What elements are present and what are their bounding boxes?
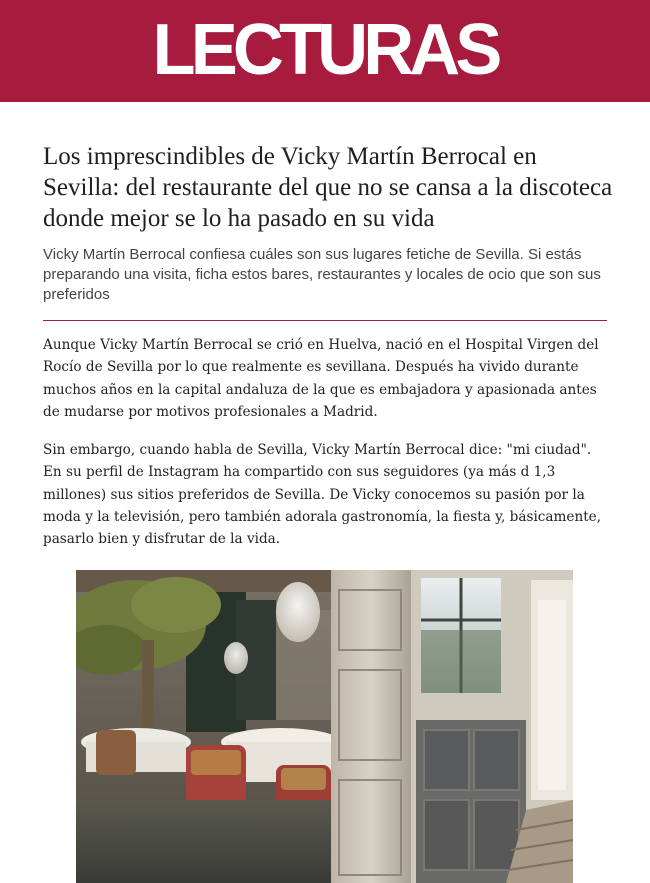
article-paragraph-1: Aunque Vicky Martín Berrocal se crió en Huelva, nació en el Hospital Virgen del Rocío de Sevilla por lo que realmente es sevillana. Después ha vivido durante muchos años en la capital andaluza de la que es embajadora y apasionada antes de mudarse por motivos profesionales a Madrid. — [43, 337, 599, 420]
site-header — [0, 0, 650, 102]
article-subtitle: Vicky Martín Berrocal confiesa cuáles son sus lugares fetiche de Sevilla. Si estás preparando una visita, ficha estos bares, restaurantes y locales de ocio que son sus preferidos — [43, 246, 601, 303]
article-paragraph-2: Sin embargo, cuando habla de Sevilla, Vicky Martín Berrocal dice: "mi ciudad". En su perfil de Instagram ha compartido con sus seguidores (ya más d 1,3 millones) sus sitios preferidos de Sevilla. De Vicky conocemos su pasión por la moda y la televisión, pero también adorala gastronomía, la fiesta y, básicamente, pasarlo bien y disfrutar de la vida. — [43, 442, 602, 548]
article-headline: Los imprescindibles de Vicky Martín Berrocal en Sevilla: del restaurante del que no se cansa a la discoteca donde mejor se lo ha pasado en su vida — [43, 143, 613, 232]
restaurant-interior-photo — [76, 570, 573, 883]
site-logo[interactable]: LECTURAS — [152, 10, 498, 90]
section-divider — [43, 320, 607, 321]
